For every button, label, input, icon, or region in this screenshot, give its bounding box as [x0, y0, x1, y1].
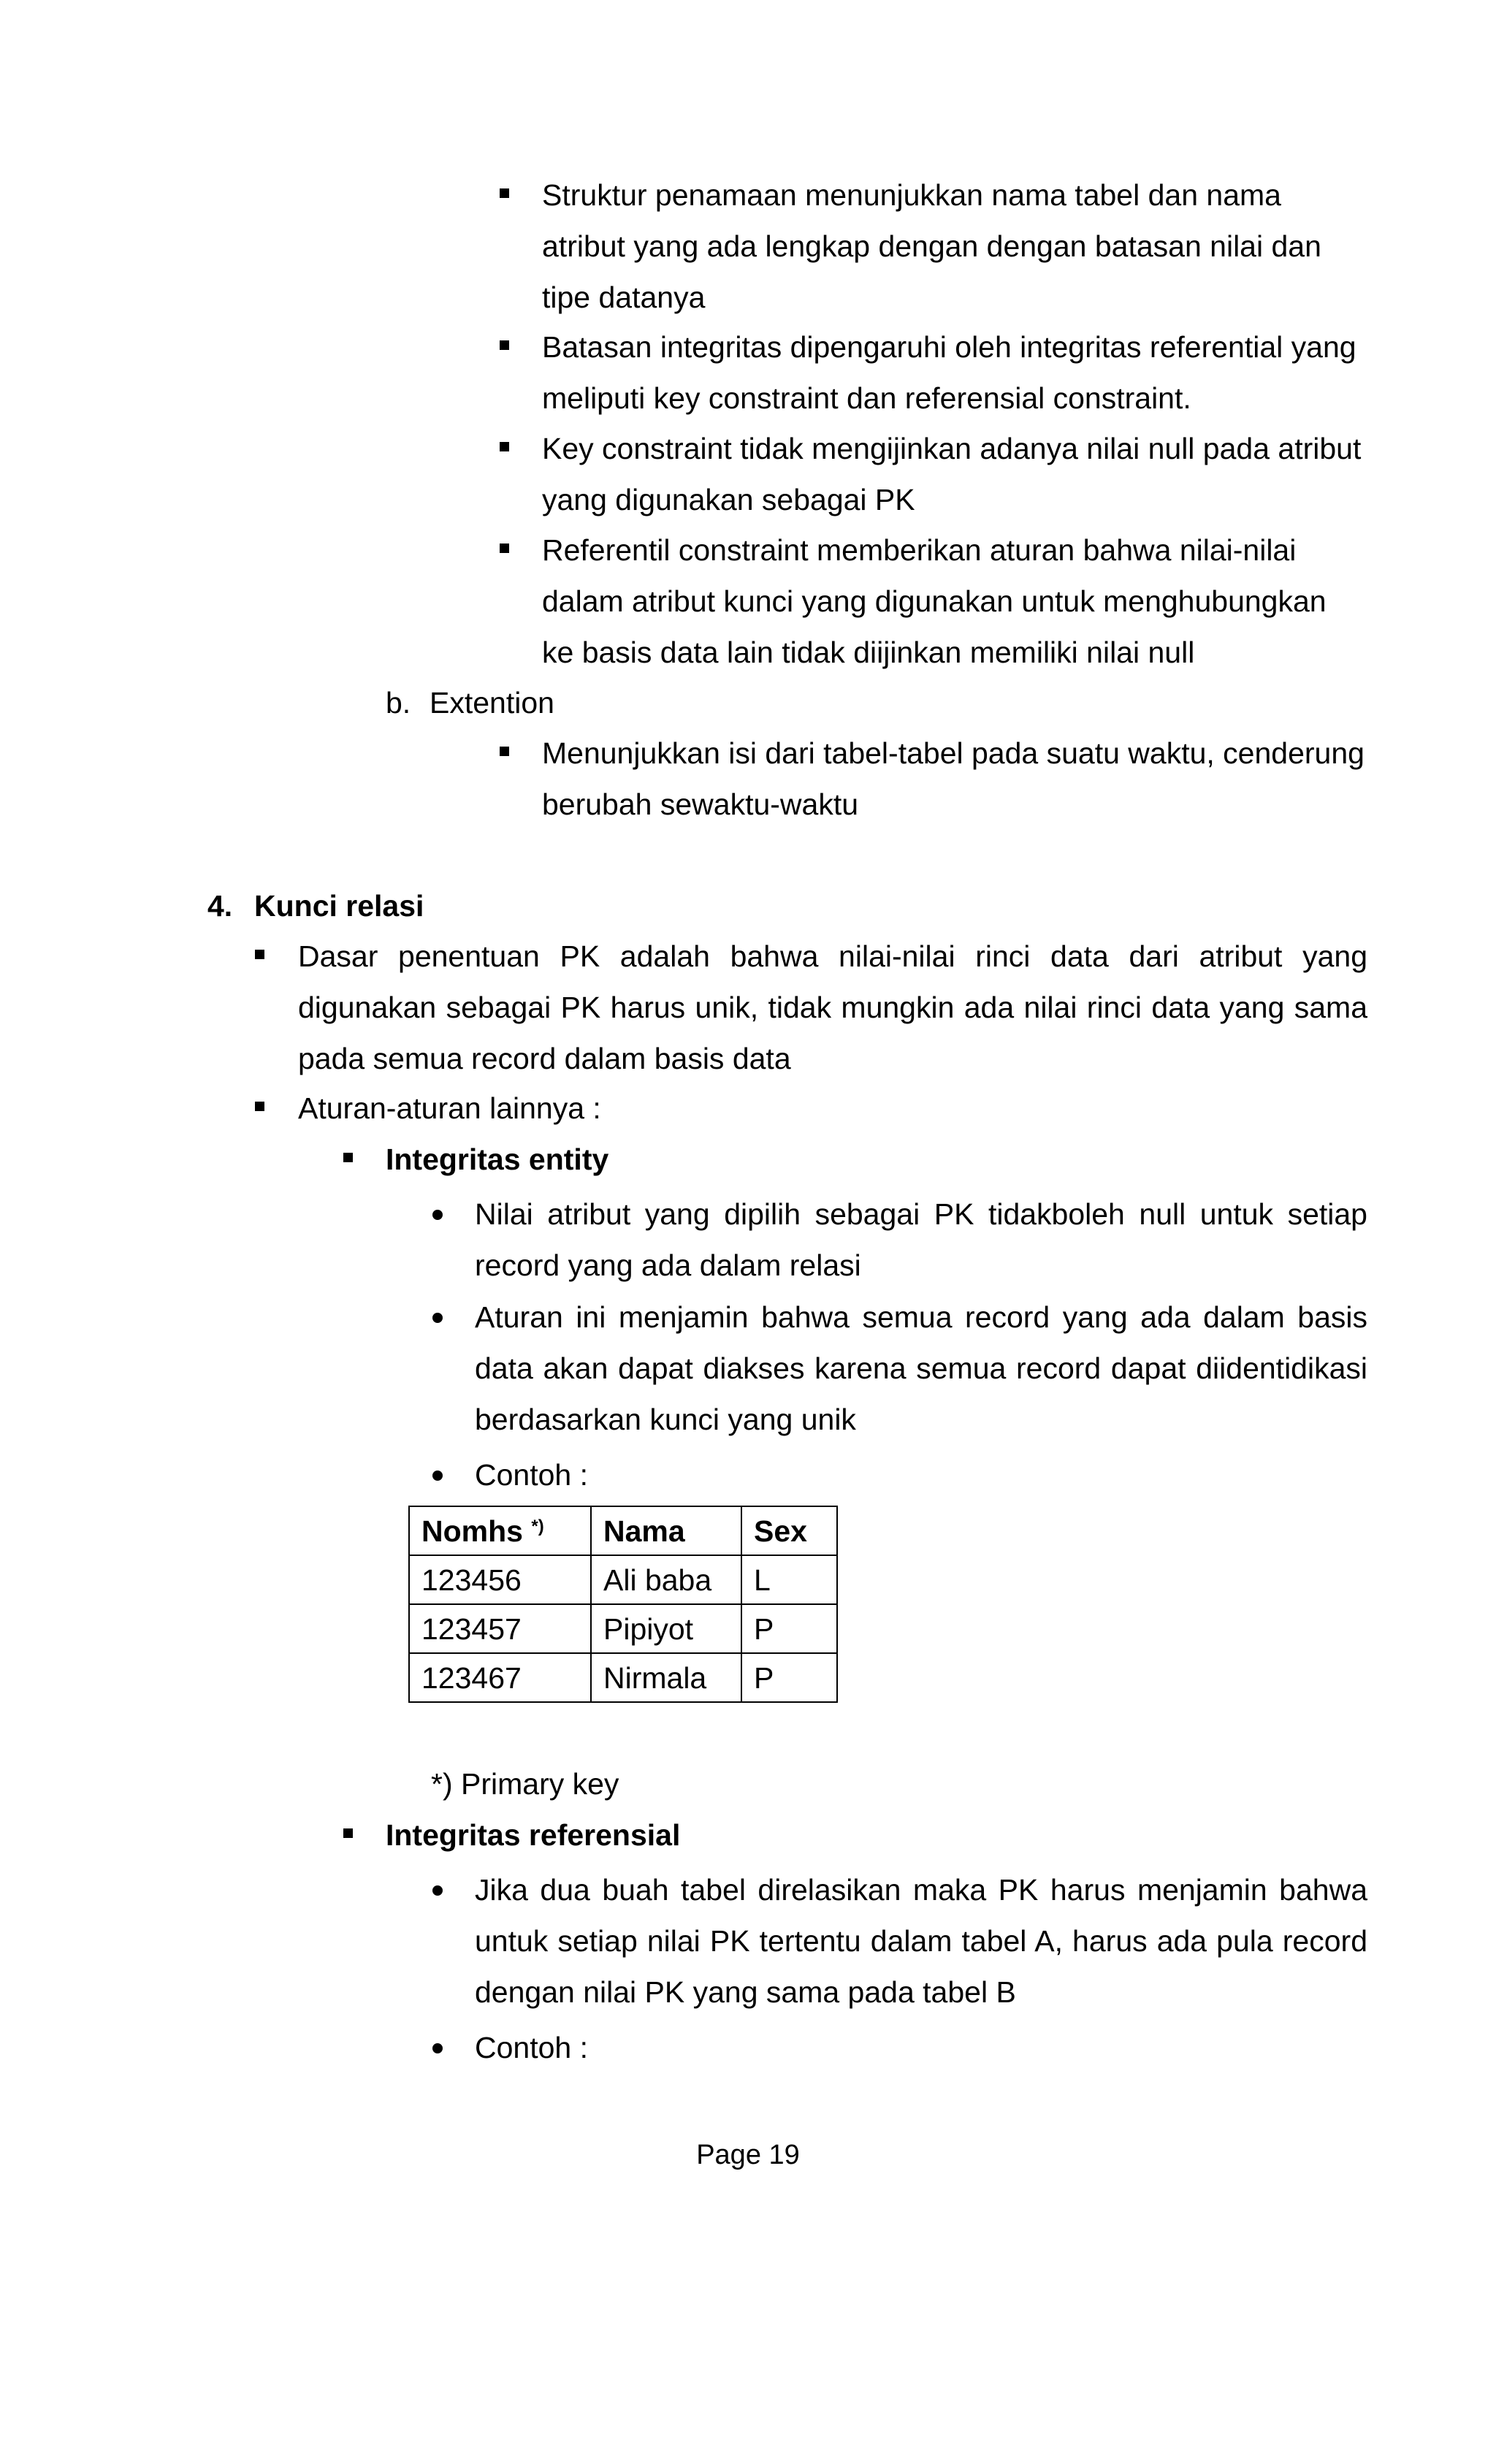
list-item: Menunjukkan isi dari tabel-tabel pada suatu waktu, cenderung berubah sewaktu-waktu [542, 736, 1365, 821]
list-item: Referentil constraint memberikan aturan bahwa nilai-nilai dalam atribut kunci yang digunakan untuk menghubungkan ke basis data lain tidak diijinkan memiliki nilai null [542, 533, 1327, 669]
table-cell: 123456 [409, 1555, 591, 1604]
subsection-title: Integritas referensial [386, 1818, 681, 1852]
square-bullet-icon [343, 1153, 353, 1162]
round-bullet-icon [432, 1210, 443, 1220]
list-item: Aturan ini menjamin bahwa semua record yang ada dalam basis data akan dapat diakses karena semua record dapat diidentidikasi berdasarkan kunci yang unik [475, 1300, 1367, 1436]
section-title: Kunci relasi [254, 889, 424, 923]
round-bullet-icon [432, 1313, 443, 1323]
example-table [408, 1506, 838, 1703]
list-item: Jika dua buah tabel direlasikan maka PK harus menjamin bahwa untuk setiap nilai PK tertentu dalam tabel A, harus ada pula record dengan nilai PK yang sama pada tabel B [475, 1873, 1367, 2009]
square-bullet-icon [343, 1828, 353, 1838]
list-item: Aturan-aturan lainnya : [298, 1091, 601, 1125]
round-bullet-icon [432, 1471, 443, 1481]
table-header-cell: Sex [741, 1506, 837, 1555]
square-bullet-icon [500, 188, 509, 198]
square-bullet-icon [500, 543, 509, 553]
table-cell: 123467 [409, 1653, 591, 1702]
page-number: Page 19 [696, 2140, 800, 2170]
table-header-cell: Nama [591, 1506, 741, 1555]
square-bullet-icon [500, 340, 509, 350]
list-item: Dasar penentuan PK adalah bahwa nilai-nilai rinci data dari atribut yang digunakan sebagai PK harus unik, tidak mungkin ada nilai rinci data yang sama pada semua record dalam basis data [298, 939, 1367, 1075]
list-item: Struktur penamaan menunjukkan nama tabel dan nama atribut yang ada lengkap dengan dengan batasan nilai dan tipe datanya [542, 178, 1321, 314]
extention-label: b. [386, 686, 411, 720]
table-cell: Pipiyot [591, 1604, 741, 1653]
table-row [409, 1604, 837, 1653]
table-cell: P [741, 1604, 837, 1653]
list-item: Batasan integritas dipengaruhi oleh integritas referential yang meliputi key constraint dan referensial constraint. [542, 330, 1356, 415]
footnote: *) Primary key [431, 1767, 619, 1801]
list-item: Contoh : [475, 1458, 588, 1492]
table-header-cell: Nomhs *) [409, 1506, 591, 1555]
table-cell: Nirmala [591, 1653, 741, 1702]
table-cell: L [741, 1555, 837, 1604]
square-bullet-icon [500, 747, 509, 756]
subsection-title: Integritas entity [386, 1143, 609, 1176]
square-bullet-icon [500, 442, 509, 451]
table-cell: P [741, 1653, 837, 1702]
table-row [409, 1555, 837, 1604]
square-bullet-icon [255, 1102, 264, 1111]
section-number: 4. [207, 889, 233, 923]
round-bullet-icon [432, 1885, 443, 1896]
round-bullet-icon [432, 2043, 443, 2053]
table-header-row [409, 1506, 837, 1555]
extention-title: Extention [430, 686, 554, 720]
table-row [409, 1653, 837, 1702]
list-item: Nilai atribut yang dipilih sebagai PK tidakboleh null untuk setiap record yang ada dalam relasi [475, 1197, 1367, 1282]
square-bullet-icon [255, 950, 264, 959]
list-item: Key constraint tidak mengijinkan adanya nilai null pada atribut yang digunakan sebagai PK [542, 432, 1362, 516]
footnote-mark: *) [531, 1516, 544, 1536]
table-cell: Ali baba [591, 1555, 741, 1604]
table-cell: 123457 [409, 1604, 591, 1653]
list-item: Contoh : [475, 2031, 588, 2064]
